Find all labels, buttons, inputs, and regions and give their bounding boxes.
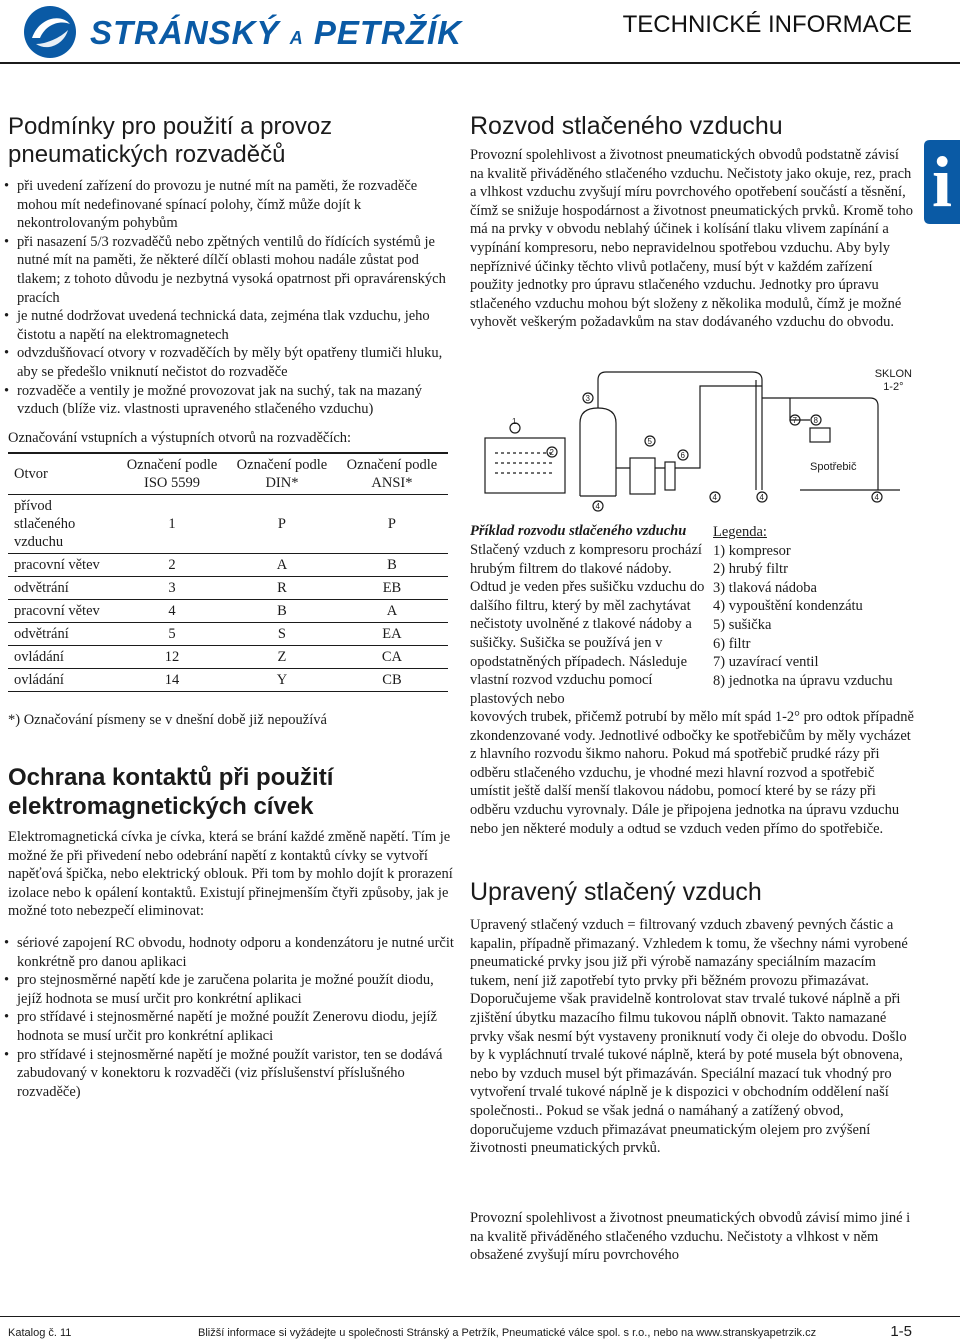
conditions-list bbox=[4, 177, 454, 419]
contact-protection-heading: Ochrana kontaktů při použití elektromagnetických cívek bbox=[8, 764, 334, 820]
table-cell: Z bbox=[277, 649, 287, 665]
legend-item: 7) uzavírací ventil bbox=[713, 654, 819, 671]
svg-text:3: 3 bbox=[585, 394, 590, 403]
legend-item: 3) tlaková nádoba bbox=[713, 579, 817, 596]
table-cell: 4 bbox=[168, 603, 176, 619]
contact-protection-text: Elektromagnetická cívka je cívka, která se brání každé změně napětí. Tím je možné že při přivedení nebo odebrání napětí z kontaktů cívky se vytvoří napěťová špička, nebo elektrický oblouk. Při tom by mohlo dojít k prorazení izolace nebo k opálení kontaktů. Existují přinejmenším čtyři způsoby, jak je možné toto nebezpečí eliminovat: bbox=[8, 829, 453, 920]
list-item: • sériové zapojení RC obvodu, hodnoty odporu a kondenzátoru je nutné určit konkrétně pro danou aplikaci bbox=[4, 934, 454, 971]
table-cell: CB bbox=[382, 672, 402, 688]
legend-item: 2) hrubý filtr bbox=[713, 561, 788, 578]
contact-protection-list bbox=[4, 934, 454, 1101]
svg-text:7: 7 bbox=[792, 416, 797, 425]
svg-text:4: 4 bbox=[595, 502, 600, 511]
table-cell: P bbox=[387, 516, 396, 532]
table-cell: pracovní větev bbox=[14, 603, 100, 619]
table-cell: A bbox=[386, 603, 398, 619]
table-row bbox=[8, 646, 448, 669]
example-title: Příklad rozvodu stlačeného vzduchu bbox=[470, 523, 687, 539]
table-cell: pracovní větev bbox=[14, 557, 100, 573]
list-item: • rozvaděče a ventily je možné provozovat jak na suchý, tak na mazaný vzduch (blíže viz. vlastnosti upraveného stlačeného vzduchu) bbox=[4, 382, 454, 419]
legend-item: 4) vypouštění kondenzátu bbox=[713, 598, 863, 615]
table-header-cell: Označení podle ISO 5599 bbox=[126, 457, 218, 491]
legend-item: 1) kompresor bbox=[713, 542, 791, 559]
table-cell: Y bbox=[276, 672, 288, 688]
compressor-shape bbox=[485, 438, 565, 493]
table-row bbox=[8, 600, 448, 623]
table-cell: 14 bbox=[164, 672, 180, 688]
slope-label bbox=[875, 368, 912, 394]
svg-text:1: 1 bbox=[512, 417, 517, 426]
svg-text:8: 8 bbox=[813, 416, 818, 425]
svg-text:4: 4 bbox=[874, 493, 879, 502]
list-item: • odvzdušňovací otvory v rozvaděčích by měly být opatřeny tlumiči hluku, aby se předešlo vniknutí nečistot do rozvaděče bbox=[4, 344, 454, 381]
slope-label-value: 1-2° bbox=[883, 381, 904, 393]
table-cell: odvětrání bbox=[14, 626, 69, 642]
air-distribution-diagram bbox=[470, 358, 920, 513]
table-row bbox=[8, 495, 448, 554]
legend-item: 5) sušička bbox=[713, 616, 772, 633]
diagram-legend bbox=[713, 523, 913, 690]
svg-text:4: 4 bbox=[712, 493, 717, 502]
list-item: • při nasazení 5/3 rozvaděčů nebo zpětných ventilů do řídících systémů je nutné mít na paměti, že některé dílčí oblasti mohou nadále zůstat pod tlakem; z tohoto důvodu je nezbytná vysoká opatrnost při opravárenských pracích bbox=[4, 233, 454, 307]
table-row bbox=[8, 577, 448, 600]
svg-text:2: 2 bbox=[549, 448, 554, 457]
company-logo-icon bbox=[22, 4, 78, 60]
table-cell: odvětrání bbox=[14, 580, 69, 596]
table-cell: ovládání bbox=[14, 672, 64, 688]
info-icon bbox=[924, 140, 960, 224]
table-row bbox=[8, 554, 448, 577]
table-cell: EA bbox=[382, 626, 402, 642]
brand-wordmark: STRÁNSKÝ A PETRŽÍK bbox=[90, 14, 463, 51]
table-cell: 2 bbox=[168, 557, 176, 573]
footer-divider bbox=[0, 1316, 960, 1317]
table-header-cell: Otvor bbox=[14, 466, 48, 482]
table-cell: A bbox=[276, 557, 288, 573]
table-cell: CA bbox=[381, 649, 403, 665]
table-cell: S bbox=[277, 626, 286, 642]
table-caption: Označování vstupních a výstupních otvorů na rozvaděčích: bbox=[8, 430, 352, 446]
svg-text:5: 5 bbox=[647, 437, 652, 446]
table-cell: B bbox=[387, 557, 397, 573]
table-cell: P bbox=[277, 516, 286, 532]
list-item: • je nutné dodržovat uvedená technická data, zejména tlak vzduchu, jeho čistotu a napětí na elektromagnetech bbox=[4, 307, 454, 344]
table-cell: 12 bbox=[164, 649, 180, 665]
table-cell: 1 bbox=[168, 516, 176, 532]
list-item: • při uvedení zařízení do provozu je nutné mít na paměti, že rozvaděče mohou mít nedefinované spínací polohy, čímž může dojít k nekontrolovaným pohybům bbox=[4, 177, 454, 233]
table-row bbox=[8, 623, 448, 646]
svg-text:4: 4 bbox=[759, 493, 764, 502]
legend-title: Legenda: bbox=[713, 524, 767, 540]
list-item: • pro stejnosměrné napětí kde je zaručena polarita je možné použít diodu, jejíž hodnota se musí určit pro konkrétní aplikaci bbox=[4, 971, 454, 1008]
section-title: TECHNICKÉ INFORMACE bbox=[622, 11, 912, 38]
example-text: Stlačený vzduch z kompresoru prochází hrubým filtrem do tlakové nádoby. Odtud je veden přes sušičku vzduchu do dalšího filtru, který by měl zachytávat nečistoty uvolněné z tlakové nádoby a sušičky. Sušička se používá jen v opodstatněných případech. Následuje vlastní rozvod vzduchu pomocí plastových nebo bbox=[470, 542, 705, 707]
example-text-continued: kovových trubek, přičemž potrubí by mělo mít spád 1-2° pro odtok případně zkondenzované vody. Jednotlivé odbočky ke spotřebičům by měly vycházet z hlavního rozvodu šikmo nahoru. Pokud má spotřebič prudké rázy při odběru stlačeného vzduchu, je vhodné mezi hlavní rozvod a spotřebič umístit ještě další menší tlakovou nádobu, pomocí které by se rázy při odběru vzduchu vyrovnaly. Dále je připojena jednotka na úpravu vzduchu nebo jen některé moduly a odtud se vzduch veden přímo do spotřebiče. bbox=[470, 709, 914, 837]
info-icon-letter: i bbox=[932, 142, 953, 222]
legend-item: 8) jednotka na úpravu vzduchu bbox=[713, 672, 893, 689]
table-header-row bbox=[8, 453, 448, 495]
svg-text:6: 6 bbox=[680, 451, 685, 460]
port-designation-table bbox=[8, 452, 448, 692]
air-distribution-heading: Rozvod stlačeného vzduchu bbox=[470, 112, 783, 140]
table-row bbox=[8, 669, 448, 692]
air-distribution-text: Provozní spolehlivost a životnost pneumatických obvodů podstatně závisí na kvalitě přiváděného stlačeného vzduchu. Nečistoty jako okuje, rez, prach a vlhkost vzduchu zvyšují míru povrchového opotřebení součástí a těsnění, čímž se snižuje hospodárnost a životnost pneumatických prvků. Kromě toho má na prvky v obvodu neblahý účinek i kolísání tlaku vlivem zapínání a vypínání kompresoru, nebo nepravidelnou spotřebou vzduchu. Aby byly nepříznivé účinky těchto vlivů potlačeny, musí být v každém zařízení použity jednotky pro úpravu stlačeného vzduchu. Jednotky pro úpravu stlačeného vzduchu mohou být složeny z několika modulů, čímž je možné vyhovět veškerým požadavkům na stav dodávaného vzduchu do obvodu. bbox=[470, 147, 913, 331]
table-header-cell: Označení podle DIN* bbox=[236, 457, 328, 491]
consumer-label: Spotřebič bbox=[810, 461, 857, 473]
table-cell: přívod stlačeného vzduchu bbox=[14, 498, 76, 550]
treated-air-text: Upravený stlačený vzduch = filtrovaný vzduch zbavený pevných částic a kapalin, případně přimazaný. Vzhledem k tomu, že všechny námi vyrobené pneumatické prvky jsou již při výrobě namazány speciálním mazacím tukem, není již zapotřebí tyto prvky při běžném provozu přimazávat. Doporučujeme však pravidelně kontrolovat stav trvalé tukové náplně a při zjištění úbytku mazacího filmu tukovou náplň obnovit. Takto namazané prvky však nesmí být vystaveny proniknutí vody či oleje do obvodu. Došlo by k vypláchnutí trvalé tukové náplně, která by poté musela být obnovena, nebo by vzduch musel být přimazáván. Speciální mazací tuk vhodný pro vytvoření trvalé tukové náplně je k dispozici v obchodním oddělení naší společnosti.. Pokud se však jedná o namáhaný a zatížený obvod, doporučujeme vzduch přimazávat pneumatickým olejem pro zvýšení životnosti pneumatických prvků. bbox=[470, 917, 908, 1157]
table-header-cell: Označení podle ANSI* bbox=[346, 457, 438, 491]
catalog-number: Katalog č. 11 bbox=[8, 1327, 72, 1339]
header-divider bbox=[0, 62, 960, 64]
table-cell: 5 bbox=[168, 626, 176, 642]
table-cell: 3 bbox=[168, 580, 176, 596]
legend-item: 6) filtr bbox=[713, 635, 751, 652]
page-number: 1-5 bbox=[890, 1323, 912, 1340]
table-cell: ovládání bbox=[14, 649, 64, 665]
conditions-heading: Podmínky pro použití a provoz pneumatických rozvaděčů bbox=[8, 113, 333, 168]
table-cell: B bbox=[277, 603, 287, 619]
list-item: • pro střídavé i stejnosměrné napětí je možné použít Zenerovu diodu, jejíž hodnota se musí určit pro konkrétní aplikaci bbox=[4, 1008, 454, 1045]
footer-info: Bližší informace si vyžádejte u společnosti Stránský a Petržík, Pneumatické válce spol. s r.o., nebo na www.stranskyapetrzik.cz bbox=[198, 1327, 817, 1339]
final-paragraph: Provozní spolehlivost a životnost pneumatických obvodů závisí mimo jiné i na kvalitě přiváděného stlačeného vzduchu. Nečistoty a vlhkost v něm obsažené zvyšují míru povrchového bbox=[470, 1210, 911, 1264]
page-header-bar bbox=[0, 0, 960, 62]
table-cell: EB bbox=[382, 580, 402, 596]
table-cell: R bbox=[277, 580, 287, 596]
table-footnote: *) Označování písmeny se v dnešní době již nepoužívá bbox=[8, 712, 327, 728]
slope-label-text: SKLON bbox=[874, 368, 912, 380]
treated-air-heading: Upravený stlačený vzduch bbox=[470, 878, 762, 906]
list-item: • pro střídavé i stejnosměrné napětí je možné použít varistor, ten se dodává zabudovaný v konektoru k rozvaděči (viz příslušenství příslušného rozvaděče) bbox=[4, 1046, 454, 1102]
